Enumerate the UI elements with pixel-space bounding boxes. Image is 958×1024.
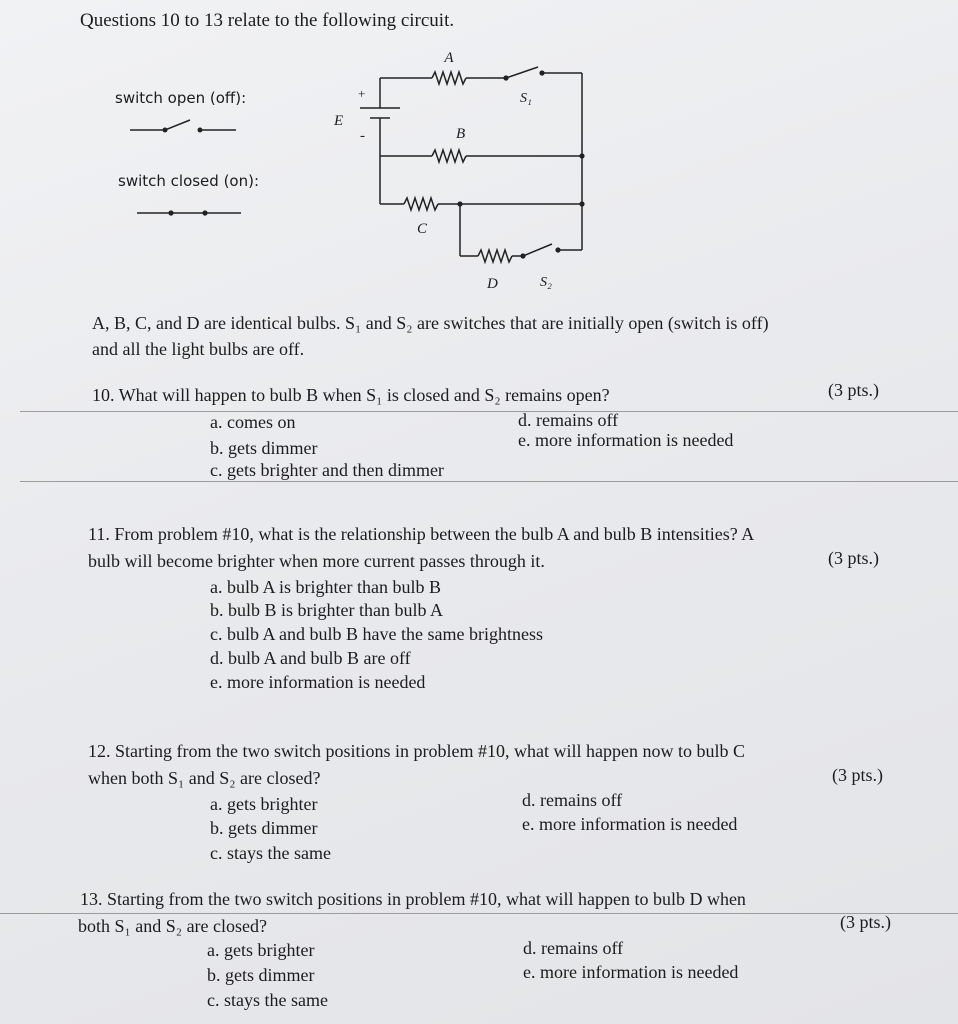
q10-option-c: c. gets brighter and then dimmer (210, 460, 444, 480)
q11-points: (3 pts.) (828, 548, 879, 568)
q10-option-d: d. remains off (518, 410, 619, 430)
q12-option-b: b. gets dimmer (210, 818, 318, 838)
q11-option-a: a. bulb A is brighter than bulb B (210, 577, 441, 597)
q11-text-1: 11. From problem #10, what is the relationship between the bulb A and bulb B intensities? A (88, 524, 755, 544)
label-s2: S₂ (540, 275, 552, 290)
q10-option-a: a. comes on (210, 412, 296, 432)
q10-option-b: b. gets dimmer (210, 438, 318, 458)
q13-text-2: both S₁ and S₂ are closed? (78, 916, 268, 936)
label-s1: S₁ (520, 91, 532, 106)
switch-open-label: switch open (off): (115, 89, 247, 107)
label-minus: - (360, 128, 365, 144)
q13-option-d: d. remains off (523, 938, 624, 958)
q13-option-b: b. gets dimmer (207, 965, 315, 985)
label-d: D (487, 276, 498, 292)
q11-option-c: c. bulb A and bulb B have the same brightness (210, 624, 543, 644)
switch-open-symbol (128, 118, 243, 138)
q12-option-a: a. gets brighter (210, 794, 318, 814)
q12-option-c: c. stays the same (210, 843, 331, 863)
q11-option-b: b. bulb B is brighter than bulb A (210, 600, 443, 620)
switch-closed-label: switch closed (on): (118, 172, 260, 190)
intro-line-2: and all the light bulbs are off. (92, 339, 305, 359)
q10-option-e: e. more information is needed (518, 430, 734, 450)
page-header: Questions 10 to 13 relate to the following circuit. (80, 10, 455, 31)
label-e: E (334, 113, 344, 129)
label-plus: + (358, 86, 366, 101)
q13-option-a: a. gets brighter (207, 940, 315, 960)
q11-option-e: e. more information is needed (210, 672, 426, 692)
label-b: B (456, 126, 466, 142)
q13-option-e: e. more information is needed (523, 962, 739, 982)
q12-text-2: when both S₁ and S₂ are closed? (88, 768, 321, 788)
q10-text: 10. What will happen to bulb B when S₁ is closed and S₂ remains open? (92, 385, 610, 405)
intro-line-1: A, B, C, and D are identical bulbs. S₁ and S₂ are switches that are initially open (switch is off) (92, 313, 769, 333)
circuit-diagram (320, 40, 600, 300)
q13-option-c: c. stays the same (207, 990, 328, 1010)
switch-closed-symbol (135, 204, 245, 220)
q11-text-2: bulb will become brighter when more current passes through it. (88, 551, 545, 571)
q13-points: (3 pts.) (840, 912, 891, 932)
q12-option-d: d. remains off (522, 790, 623, 810)
label-a: A (444, 50, 454, 66)
q12-text-1: 12. Starting from the two switch positions in problem #10, what will happen now to bulb C (88, 741, 745, 761)
q10-points: (3 pts.) (828, 380, 879, 400)
q13-text-1: 13. Starting from the two switch positions in problem #10, what will happen to bulb D when (80, 889, 746, 909)
label-c: C (417, 221, 428, 237)
q12-points: (3 pts.) (832, 765, 883, 785)
q12-option-e: e. more information is needed (522, 814, 738, 834)
q11-option-d: d. bulb A and bulb B are off (210, 648, 411, 668)
